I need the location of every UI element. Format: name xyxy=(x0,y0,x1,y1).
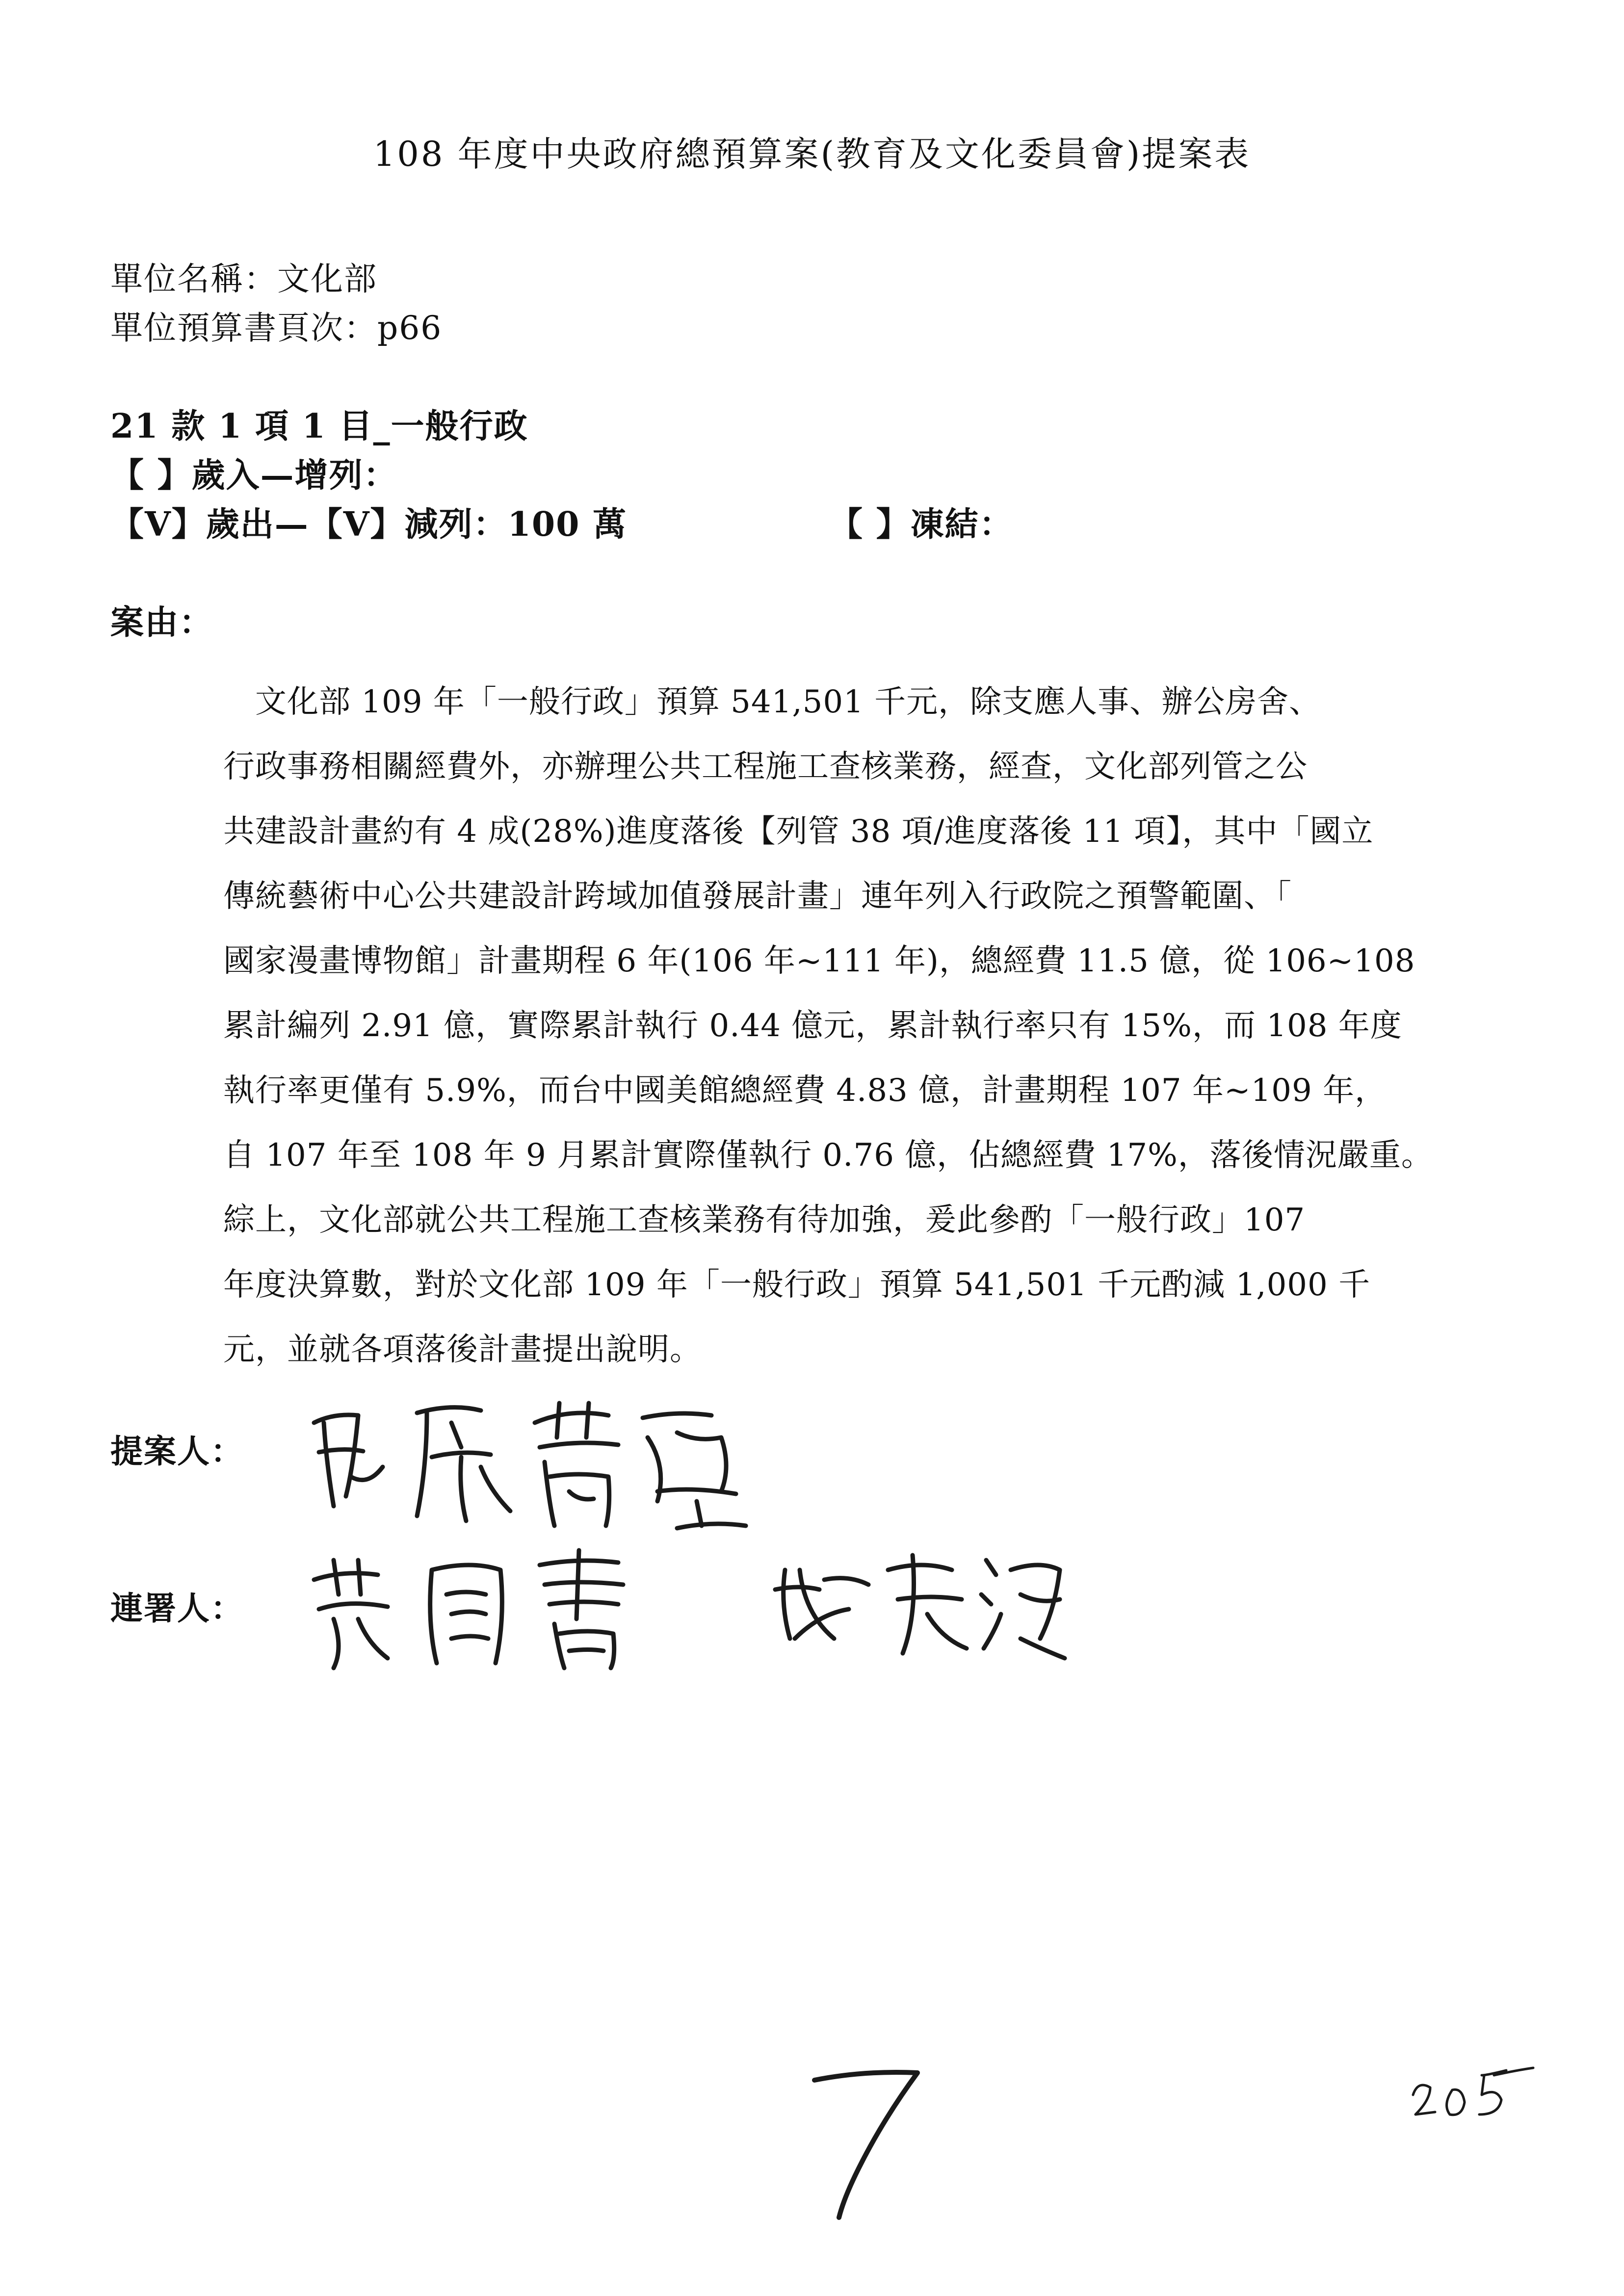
budget-item: 21 款 1 項 1 目_一般行政 xyxy=(110,407,528,446)
handwritten-page-number xyxy=(805,2061,932,2227)
proposer-signature-strokes xyxy=(304,1393,844,1540)
document-title: 108 年度中央政府總預算案(教育及文化委員會)提案表 xyxy=(373,134,1251,174)
unit-budget-page: 單位預算書頁次：p66 xyxy=(110,309,443,347)
reason-line: 國家漫畫博物館」計畫期程 6 年(106 年~111 年)，總經費 11.5 億，從 106~108 xyxy=(223,943,1415,979)
proposer-label: 提案人： xyxy=(110,1432,244,1470)
handwritten-stamp-number xyxy=(1408,2061,1536,2129)
cosigner-label: 連署人： xyxy=(110,1589,244,1627)
cosigner-2-signature-strokes xyxy=(765,1540,1070,1668)
reason-text xyxy=(223,670,1548,1382)
reason-line: 元，並就各項落後計畫提出說明。 xyxy=(223,1331,702,1368)
reason-line: 行政事務相關經費外，亦辦理公共工程施工查核業務，經查，文化部列管之公 xyxy=(223,749,1308,785)
expenditure-line: 【V】歲出—【V】減列：100 萬 xyxy=(110,505,628,544)
reason-line: 共建設計畫約有 4 成(28%)進度落後【列管 38 項/進度落後 11 項】，其中「國立 xyxy=(223,813,1374,850)
reason-line: 執行率更僅有 5.9%，而台中國美館總經費 4.83 億，計畫期程 107 年~109 年， xyxy=(223,1072,1387,1109)
unit-name: 單位名稱：文化部 xyxy=(110,260,377,298)
reason-line: 文化部 109 年「一般行政」預算 541,501 千元，除支應人事、辦公房舍、 xyxy=(223,684,1321,720)
freeze-line: 【 】凍結： xyxy=(829,505,1014,544)
reason-line: 年度決算數，對於文化部 109 年「一般行政」預算 541,501 千元酌減 1,000 千 xyxy=(223,1267,1371,1303)
reason-line: 累計編列 2.91 億，實際累計執行 0.44 億元，累計執行率只有 15%，而 108 年度 xyxy=(223,1008,1402,1044)
reason-line: 綜上，文化部就公共工程施工查核業務有待加強，爰此參酌「一般行政」107 xyxy=(223,1202,1306,1238)
reason-line: 自 107 年至 108 年 9 月累計實際僅執行 0.76 億，佔總經費 17%，落後情況嚴重。 xyxy=(223,1137,1433,1174)
revenue-line: 【 】歲入—增列： xyxy=(110,456,398,495)
cosigner-1-signature-strokes xyxy=(304,1540,677,1678)
reason-line: 傳統藝術中心公共建設計跨域加值發展計畫」連年列入行政院之預警範圍、「 xyxy=(223,878,1292,914)
reason-label: 案由： xyxy=(110,603,214,642)
